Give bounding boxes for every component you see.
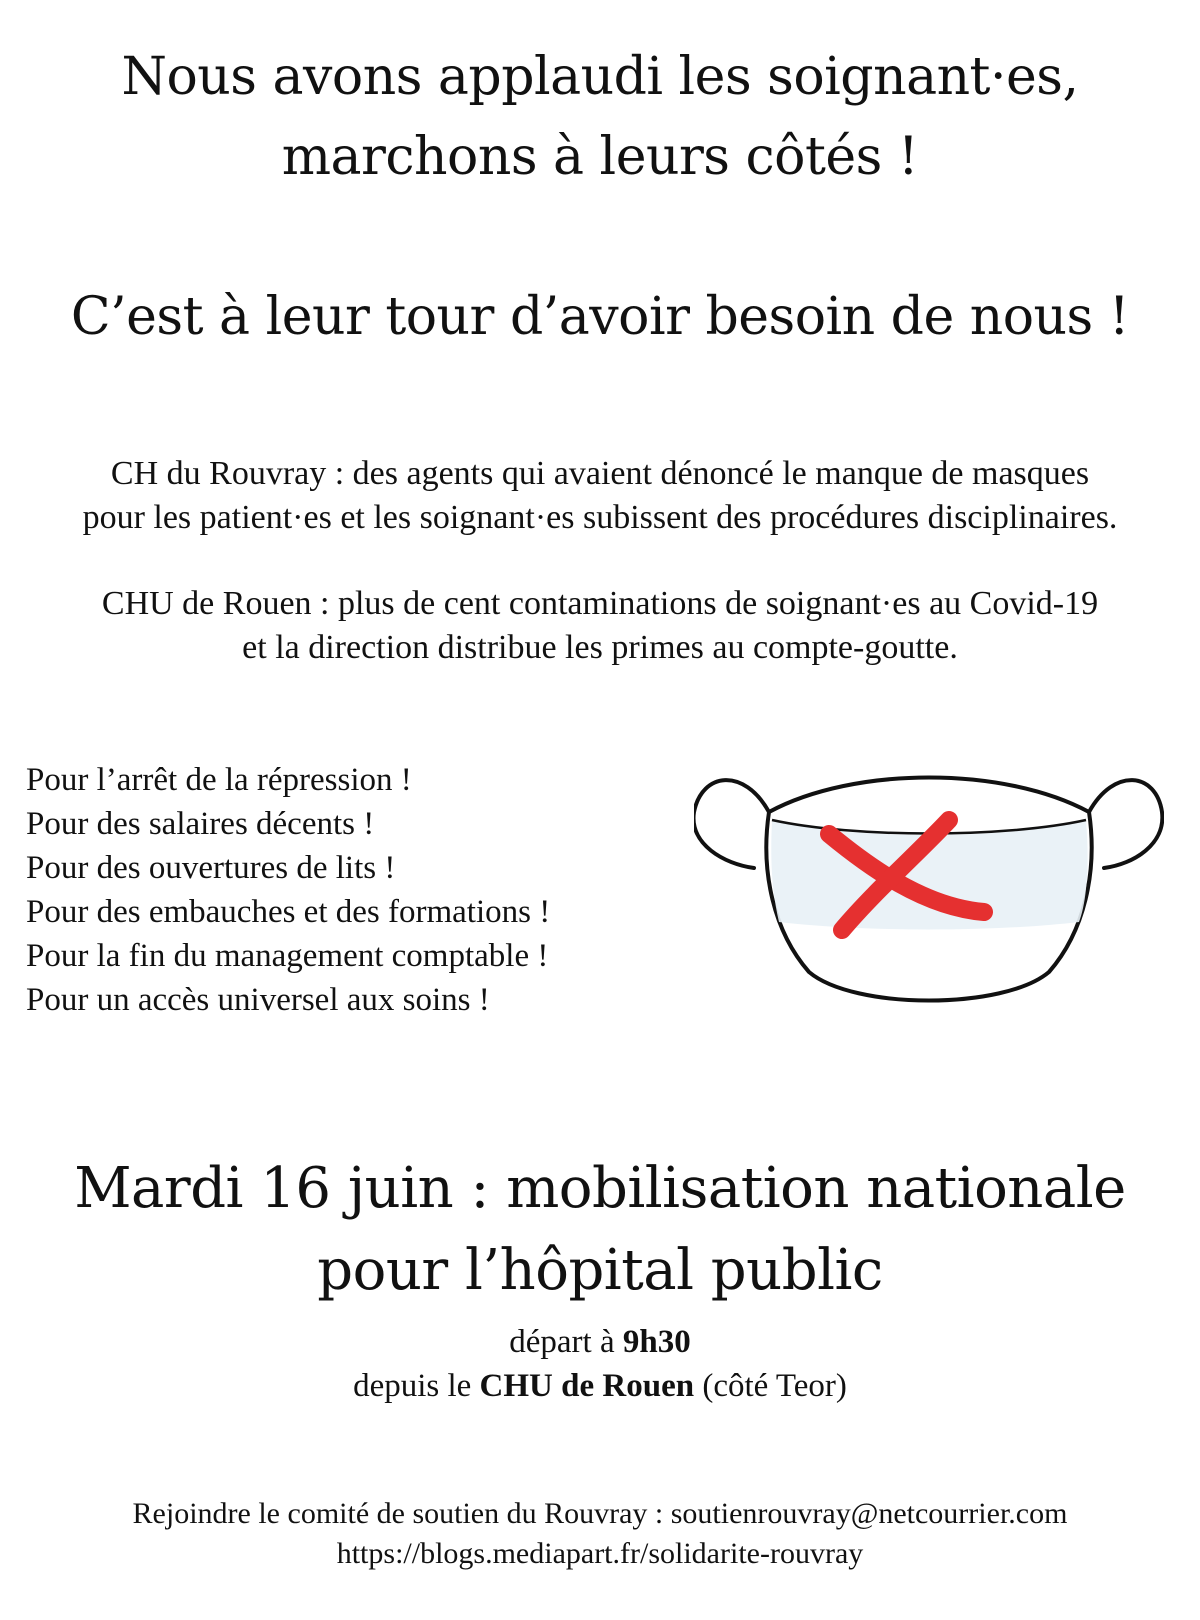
chu-paragraph-line-2: et la direction distribue les primes au compte-goutte. xyxy=(242,629,958,666)
place-prefix: depuis le xyxy=(353,1368,480,1404)
headline-line-2: marchons à leurs côtés ! xyxy=(281,127,919,187)
departure-prefix: départ à xyxy=(509,1324,623,1360)
demand-item: Pour l’arrêt de la répression ! xyxy=(26,762,412,798)
rouvray-paragraph-line-2: pour les patient·es et les soignant·es subissent des procédures disciplinaires. xyxy=(82,499,1118,536)
departure-time: 9h30 xyxy=(622,1324,691,1360)
demand-item: Pour la fin du management comptable ! xyxy=(26,938,549,974)
demand-item: Pour des ouvertures de lits ! xyxy=(26,850,396,886)
demand-item: Pour des embauches et des formations ! xyxy=(26,894,551,930)
departure-place-line xyxy=(0,1364,1200,1408)
rouvray-paragraph-line-1: CH du Rouvray : des agents qui avaient dénoncé le manque de masques xyxy=(110,455,1090,492)
demand-item: Pour un accès universel aux soins ! xyxy=(26,982,490,1018)
headline-line-1: Nous avons applaudi les soignant·es, xyxy=(121,47,1079,107)
place-name: CHU de Rouen xyxy=(479,1368,695,1404)
chu-paragraph-line-1: CHU de Rouen : plus de cent contaminations de soignant·es au Covid-19 xyxy=(101,585,1099,622)
footer-contact-line: Rejoindre le comité de soutien du Rouvray : soutienrouvray@netcourrier.com xyxy=(132,1497,1068,1530)
crossed-face-mask-icon xyxy=(694,772,1164,1022)
departure-time-line xyxy=(0,1320,1200,1364)
headline-subtitle: C’est à leur tour d’avoir besoin de nous ! xyxy=(70,287,1130,347)
demands-list xyxy=(26,758,686,1022)
event-title-line-1: Mardi 16 juin : mobilisation nationale xyxy=(74,1156,1126,1221)
place-suffix: (côté Teor) xyxy=(694,1368,847,1404)
footer-blog-url: https://blogs.mediapart.fr/solidarite-rouvray xyxy=(336,1537,864,1570)
event-title-line-2: pour l’hôpital public xyxy=(317,1238,883,1303)
demand-item: Pour des salaires décents ! xyxy=(26,806,375,842)
